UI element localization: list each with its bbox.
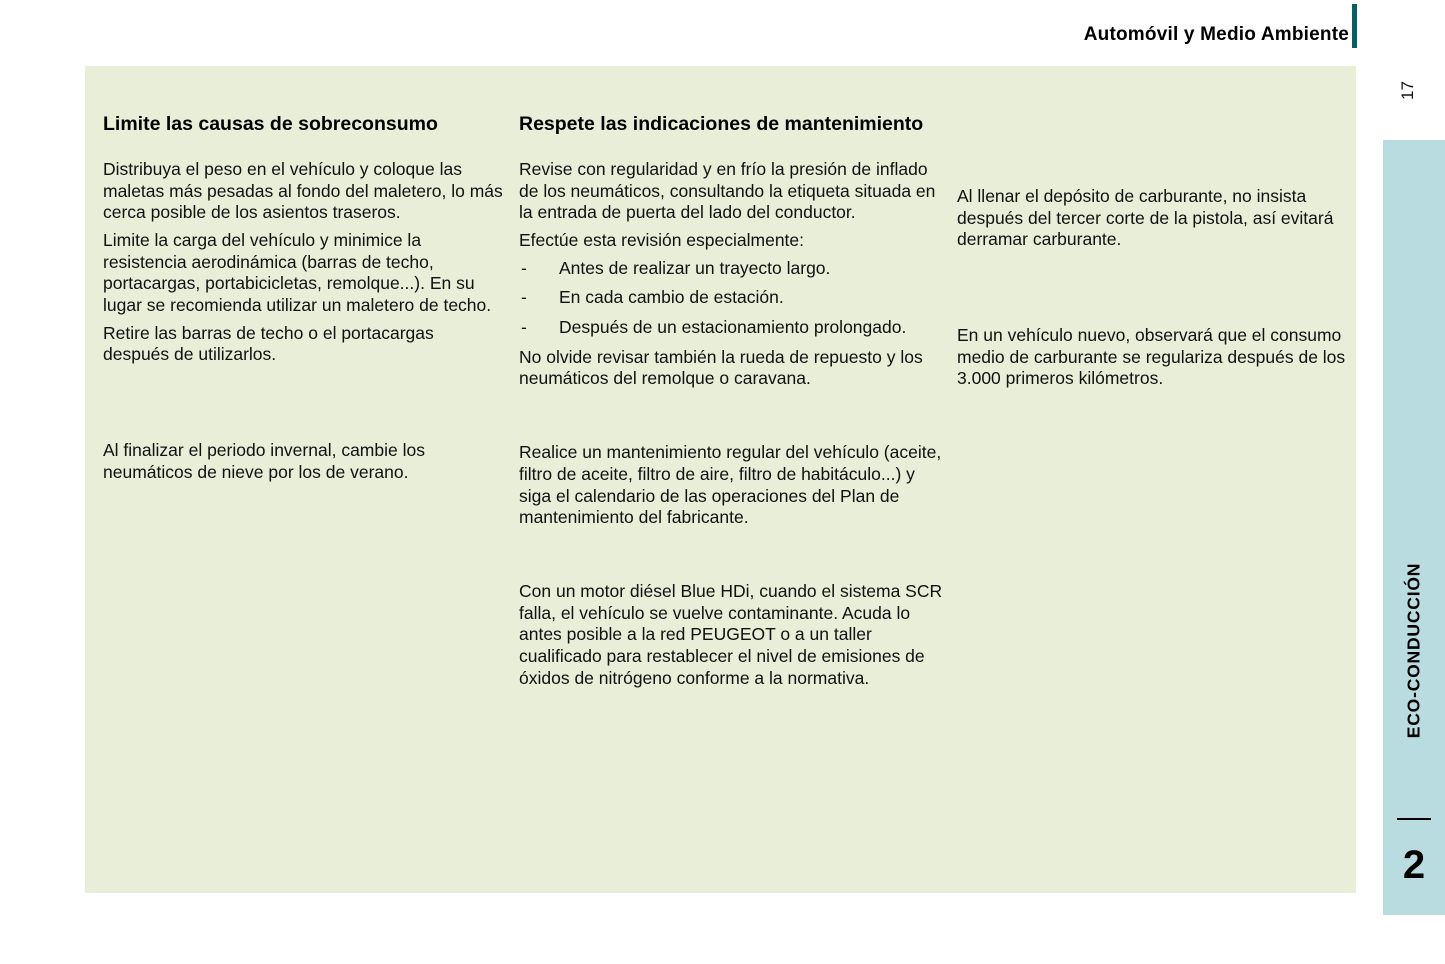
side-tab-divider xyxy=(1397,818,1431,820)
page-header xyxy=(0,0,1445,60)
paragraph: Limite la carga del vehículo y minimice la resistencia aerodinámica (barras de techo, portacargas, portabicicletas, remolque...). En su lugar se recomienda utilizar un maletero de techo. xyxy=(103,230,492,316)
chapter-number: 2 xyxy=(1402,843,1426,887)
list-item-label: Antes de realizar un trayecto largo. xyxy=(559,257,831,278)
column-left-heading: Limite las causas de sobreconsumo xyxy=(103,113,438,135)
bullet-dash-icon: - xyxy=(521,287,527,308)
bullet-dash-icon: - xyxy=(521,257,527,278)
maintenance-checklist xyxy=(519,258,949,339)
column-middle-heading: Respete las indicaciones de mantenimiento xyxy=(519,113,924,135)
column-right xyxy=(957,112,1347,396)
chapter-side-tab xyxy=(1383,140,1445,915)
list-item xyxy=(519,287,949,309)
header-title: Automóvil y Medio Ambiente xyxy=(1083,24,1349,45)
paragraph: Con un motor diésel Blue HDi, cuando el sistema SCR falla, el vehículo se vuelve contaminante. Acuda lo antes posible a la red PEUGEOT o a un taller cualificado para restablecer el nivel de emisiones de óxidos de nitrógeno conforme a la normativa. xyxy=(519,580,943,688)
paragraph: No olvide revisar también la rueda de repuesto y los neumáticos del remolque o caravana. xyxy=(519,346,923,389)
chapter-label: ECO-CONDUCCIÓN xyxy=(1403,562,1424,739)
column-middle xyxy=(519,112,949,695)
list-item-label: Después de un estacionamiento prolongado. xyxy=(559,317,907,338)
paragraph: Efectúe esta revisión especialmente: xyxy=(519,230,805,251)
header-accent-rule xyxy=(1352,4,1357,48)
paragraph: Distribuya el peso en el vehículo y coloque las maletas más pesadas al fondo del maletero, lo más cerca posible de los asientos traseros. xyxy=(103,158,503,223)
content-panel xyxy=(85,66,1356,893)
paragraph: En un vehículo nuevo, observará que el consumo medio de carburante se regulariza después de los 3.000 primeros kilómetros. xyxy=(957,325,1346,389)
column-left xyxy=(103,112,503,490)
paragraph: Revise con regularidad y en frío la presión de inflado de los neumáticos, consultando la etiqueta situada en la entrada de puerta del lado del conductor. xyxy=(519,158,936,223)
page-number: 17 xyxy=(1398,81,1417,100)
paragraph: Al finalizar el periodo invernal, cambie los neumáticos de nieve por los de verano. xyxy=(103,440,425,482)
bullet-dash-icon: - xyxy=(521,317,527,338)
paragraph: Realice un mantenimiento regular del vehículo (aceite, filtro de aceite, filtro de aire, filtro de habitáculo...) y siga el calendario de las operaciones del Plan de mantenimiento del fabricante. xyxy=(519,442,942,528)
paragraph: Al llenar el depósito de carburante, no insista después del tercer corte de la pistola, así evitará derramar carburante. xyxy=(957,186,1334,250)
list-item-label: En cada cambio de estación. xyxy=(559,287,784,308)
paragraph: Retire las barras de techo o el portacargas después de utilizarlos. xyxy=(103,322,434,365)
list-item xyxy=(519,317,949,339)
list-item xyxy=(519,258,949,280)
